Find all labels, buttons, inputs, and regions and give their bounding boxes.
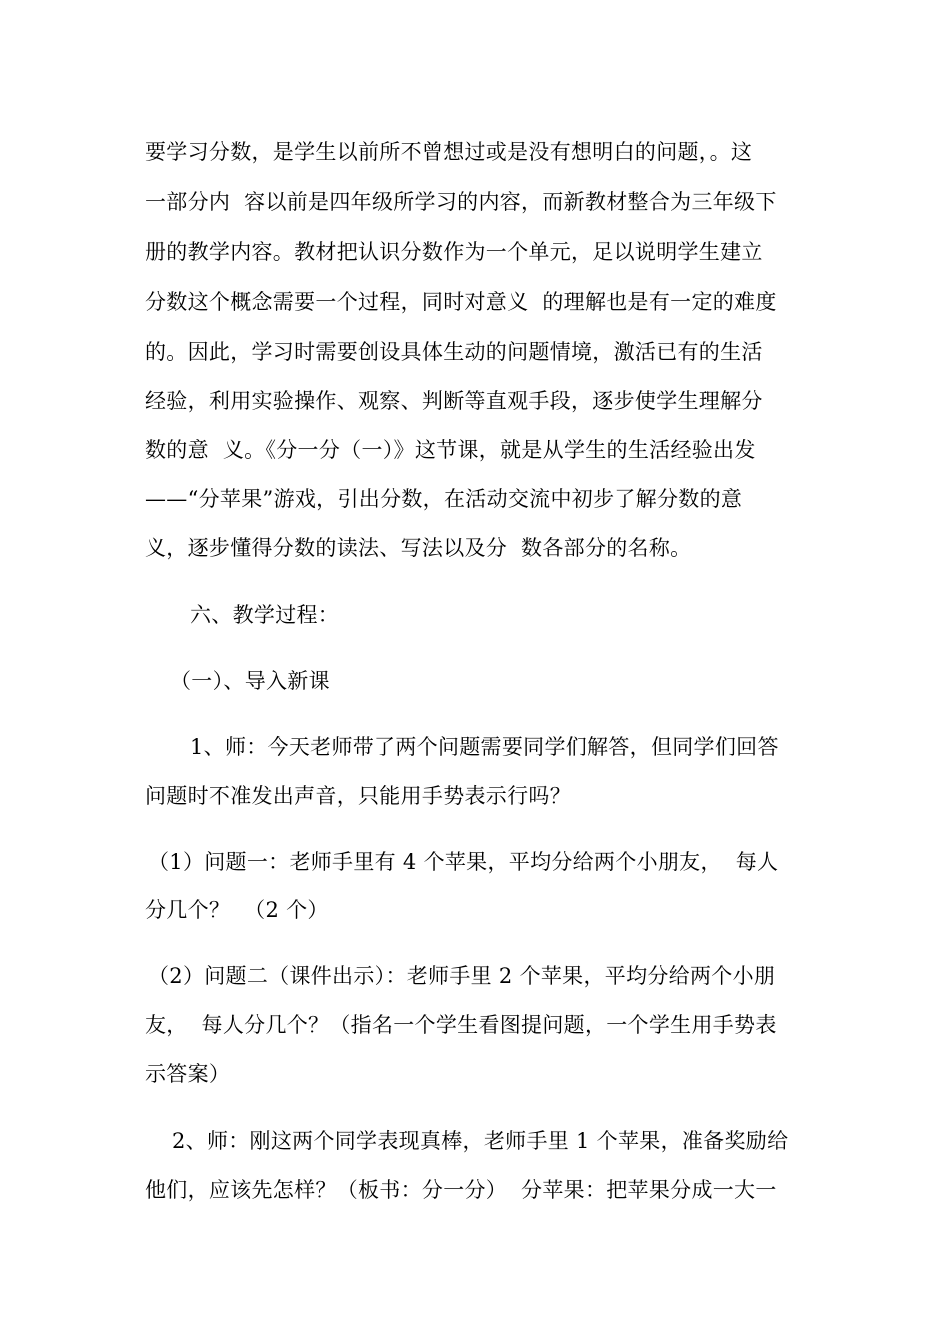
paragraph-line: 义，逐步懂得分数的读法、写法以及分 数各部分的名称。 [145,536,692,560]
paragraph-line: （2）问题二（课件出示）：老师手里 2 个苹果，平均分给两个小朋 [148,964,776,988]
paragraph-line: 分数这个概念需要一个过程，同时对意义 的理解也是有一定的难度 [145,290,777,314]
subsection-heading: （一）、导入新课 [170,669,330,693]
paragraph-line: 示答案） [145,1062,231,1086]
section-heading: 六、教学过程： [190,603,340,627]
paragraph-line: 2、师：刚这两个同学表现真棒，老师手里 1 个苹果，准备奖励给 [172,1129,789,1153]
paragraph-line: 的。因此，学习时需要创设具体生动的问题情境，激活已有的生活 [145,340,763,364]
paragraph-line: ——“分苹果”游戏，引出分数，在活动交流中初步了解分数的意 [145,487,743,511]
paragraph-line: 一部分内 容以前是四年级所学习的内容，而新教材整合为三年级下 [145,190,777,214]
paragraph-line: 数的意 义。《分一分（一）》这节课，就是从学生的生活经验出发 [145,438,756,462]
paragraph-line: 要学习分数，是学生以前所不曾想过或是没有想明白的问题，。这 [145,140,753,164]
paragraph-line: 问题时不准发出声音，只能用手势表示行吗？ [145,784,571,808]
paragraph-line: 1、师：今天老师带了两个问题需要同学们解答，但同学们回答 [190,735,779,759]
paragraph-line: 册的教学内容。教材把认识分数作为一个单元，足以说明学生建立 [145,240,763,264]
paragraph-line: 他们，应该先怎样？（板书：分一分） 分苹果：把苹果分成一大一 [145,1178,777,1202]
paragraph-line: 分几个？ （2 个） [145,898,329,922]
paragraph-line: 经验，利用实验操作、观察、判断等直观手段，逐步使学生理解分 [145,389,763,413]
paragraph-line: （1）问题一：老师手里有 4 个苹果，平均分给两个小朋友， 每人 [148,850,779,874]
paragraph-line: 友， 每人分几个？（指名一个学生看图提问题，一个学生用手势表 [145,1013,777,1037]
